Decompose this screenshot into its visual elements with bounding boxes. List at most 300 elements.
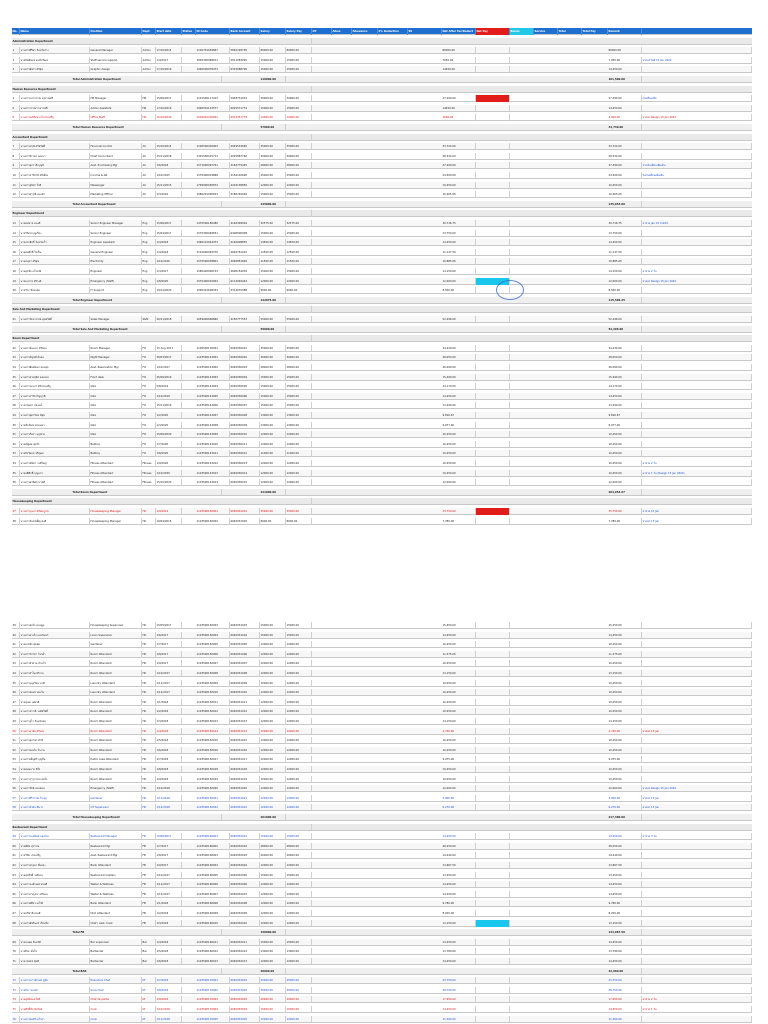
salary: 13000.00 [260, 948, 286, 955]
employee-name: นางสาวบัวผัน ดีมาก [20, 804, 90, 811]
row-number: 36 [12, 479, 20, 486]
salary-pay: 28000.00 [286, 162, 312, 169]
section-title: Room Department [12, 335, 312, 342]
table-row [12, 393, 752, 400]
employee-position: Engineer [90, 268, 142, 275]
total-net-pay: 204,954.67 [608, 489, 642, 496]
employee-position: Bar supervisor [90, 939, 142, 946]
table-row [12, 958, 752, 965]
net-after-deduction: 10,885.00 [442, 258, 476, 265]
total-pay: 43,750.00 [608, 977, 642, 984]
total-pay: 9,780.00 [608, 900, 642, 907]
column-header: Position [90, 28, 142, 35]
row-number: 46 [12, 689, 20, 696]
start-date: 15/04/2017 [156, 230, 182, 237]
table-row [12, 220, 752, 227]
employee-name: นางสาวนงลักษณ์ พรมดี [20, 881, 90, 888]
column-header: Total Pay [582, 28, 608, 35]
row-number: 6 [12, 114, 20, 121]
net-pay-cell [476, 881, 510, 888]
table-row [12, 872, 752, 879]
table-row [12, 910, 752, 917]
employee-name: นายวิรัตน์ บุญเรือง [20, 230, 90, 237]
row-number: 22 [12, 345, 20, 352]
total-pay: 27,290.00 [608, 95, 642, 102]
employee-department: AC [142, 191, 156, 198]
salary-pay: 28000.00 [286, 364, 312, 371]
id-code: 1103500143010 [196, 441, 230, 448]
id-code: 1103500143002 [196, 364, 230, 371]
salary-pay: 20000.00 [286, 996, 312, 1003]
column-header: Net Pay [476, 28, 510, 35]
bank-account: 6040932005 [230, 872, 260, 879]
id-code: 1103500150002 [196, 518, 230, 525]
id-code: 1990301609333 [196, 287, 230, 294]
net-pay-cell [476, 958, 510, 965]
salary-pay: 13000.00 [286, 948, 312, 955]
employee-department: FO [142, 412, 156, 419]
table-row [12, 766, 752, 773]
total-salary: 55000.00 [260, 326, 286, 333]
net-pay-cell [476, 431, 510, 438]
employee-position: Admin Assistant [90, 105, 142, 112]
employee-position: Fitness Attendant [90, 460, 142, 467]
total-pay: 24,500.00 [608, 172, 642, 179]
net-after-deduction: 8,200.00 [442, 910, 476, 917]
row-number: 73 [12, 987, 20, 994]
row-number: 40 [12, 632, 20, 639]
net-after-deduction: 34,430.00 [442, 345, 476, 352]
remark: ลาออก 15 Jan [642, 795, 752, 802]
net-pay-cell [476, 518, 510, 525]
table-row [12, 95, 752, 102]
employee-name: นายสมศักดิ์ ใจเย็น [20, 249, 90, 256]
bank-account: 6040930009 [230, 422, 260, 429]
employee-name: นายชัยวัฒน์ พรหมมา [20, 422, 90, 429]
bank-account: 6040932007 [230, 891, 260, 898]
salary-pay: 9000.00 [286, 287, 312, 294]
start-date: 1/9/2018 [156, 776, 182, 783]
net-pay-cell [476, 987, 510, 994]
remark: ลาออก Resign 15 Jan 2024 [642, 114, 752, 121]
total-pay: 14,150.00 [608, 268, 642, 275]
id-code: 1103500143006 [196, 402, 230, 409]
row-number: 20 [12, 287, 20, 294]
total-pay: 14,450.00 [608, 239, 642, 246]
id-code: 1103500170004 [196, 1006, 230, 1013]
employee-name: นางสาวอารีย์ ปัญญาดี [20, 393, 90, 400]
net-after-deduction: 10,450.00 [442, 641, 476, 648]
remark: ลาออก 15 Jan [642, 728, 752, 735]
start-date: 1/3/2018 [156, 718, 182, 725]
salary-pay: 32575.00 [286, 220, 312, 227]
employee-department: KT [142, 977, 156, 984]
bank-account: 6040931019 [230, 776, 260, 783]
start-date: 15/06/2020 [156, 431, 182, 438]
table-row [12, 622, 752, 629]
table-row [12, 920, 752, 927]
row-number: 26 [12, 383, 20, 390]
total-pay: 33,750.00 [608, 508, 642, 515]
salary: 15000.00 [260, 632, 286, 639]
salary-pay: 13000.00 [286, 412, 312, 419]
id-code: 1103500143009 [196, 431, 230, 438]
employee-position: Emergency (Staff) [90, 785, 142, 792]
net-after-deduction: 14,150.00 [442, 268, 476, 275]
table-row [12, 441, 752, 448]
employee-position: Laundry Attendant [90, 689, 142, 696]
id-code: 1799900056874 [196, 182, 230, 189]
employee-department: HR [142, 105, 156, 112]
net-after-deduction: 13,150.00 [442, 670, 476, 677]
salary: 12000.00 [260, 431, 286, 438]
salary: 15000.00 [260, 393, 286, 400]
net-after-deduction: 27,290.00 [442, 95, 476, 102]
start-date: 1/11/2018 [156, 795, 182, 802]
row-number: 14 [12, 230, 20, 237]
employee-name: นายปิยะ มั่นใจ [20, 948, 90, 955]
total-label: Total Room Department [72, 489, 222, 496]
salary: 15000.00 [260, 622, 286, 629]
table-row [12, 450, 752, 457]
net-after-deduction: 10,450.00 [442, 776, 476, 783]
row-number: 24 [12, 364, 20, 371]
employee-department: Eng [142, 268, 156, 275]
salary: 35000.00 [260, 508, 286, 515]
table-row [12, 182, 752, 189]
remark: ลาออก 15 Jan [642, 518, 752, 525]
row-number: 59 [12, 833, 20, 840]
table-row [12, 422, 752, 429]
department-total-row [12, 929, 752, 936]
table-row [12, 689, 752, 696]
employee-position: Executive Chef [90, 977, 142, 984]
salary: 11000.00 [260, 450, 286, 457]
total-pay: 26,090.00 [608, 364, 642, 371]
total-pay: 9,975.00 [608, 756, 642, 763]
row-number: 54 [12, 766, 20, 773]
row-number: 64 [12, 881, 20, 888]
bank-account: 6040932009 [230, 910, 260, 917]
employee-department: FB [142, 900, 156, 907]
table-row [12, 641, 752, 648]
start-date: 1/2/2018 [156, 910, 182, 917]
salary-pay: 12000.00 [286, 114, 312, 121]
salary: 12000.00 [260, 278, 286, 285]
employee-department: HK [142, 728, 156, 735]
employee-name: นางสาวรัตนาภรณ์ สุขสวัสดิ์ [20, 316, 90, 323]
bank-account: 6025571774 [230, 105, 260, 112]
bank-account: 6040931022 [230, 804, 260, 811]
net-pay-cell [476, 162, 510, 169]
start-date: 1/10/2015 [156, 172, 182, 179]
net-pay-cell [476, 728, 510, 735]
net-after-deduction: 6,270.00 [442, 804, 476, 811]
section-header-row [12, 306, 752, 313]
total-pay: 15,450.00 [608, 622, 642, 629]
row-number: 71 [12, 958, 20, 965]
start-date: 1/8/2017 [156, 852, 182, 859]
net-pay-cell [476, 374, 510, 381]
start-date: 1/12/2017 [156, 891, 182, 898]
salary-pay: 12000.00 [286, 785, 312, 792]
bank-account: 2011083095 [230, 57, 260, 64]
row-number: 12 [12, 191, 20, 198]
employee-position: Financial Control [90, 143, 142, 150]
employee-position: Cook [90, 1016, 142, 1023]
total-pay: 10,450.00 [608, 737, 642, 744]
table-row [12, 345, 752, 352]
salary: 12000.00 [260, 441, 286, 448]
table-row [12, 239, 752, 246]
remark [642, 641, 752, 648]
remark [642, 412, 752, 419]
row-number: 52 [12, 747, 20, 754]
net-after-deduction: 80000.00 [442, 47, 476, 54]
net-pay-cell [476, 795, 510, 802]
table-row [12, 278, 752, 285]
section-title: Housekeeping Department [12, 498, 312, 505]
salary-pay: 12000.00 [286, 182, 312, 189]
employee-department: AC [142, 153, 156, 160]
id-code: 1103500150010 [196, 689, 230, 696]
start-date: 1/9/2017 [156, 660, 182, 667]
bank-account: 4314075988 [230, 287, 260, 294]
employee-position: Chief Accountant [90, 153, 142, 160]
net-after-deduction: 10,450.00 [442, 689, 476, 696]
salary: 12000.00 [260, 737, 286, 744]
total-pay: 10,450.00 [608, 441, 642, 448]
net-pay-cell [476, 708, 510, 715]
net-pay-cell [476, 450, 510, 457]
net-after-deduction: 14,450.00 [442, 881, 476, 888]
row-number: 10 [12, 172, 20, 179]
row-number: 48 [12, 708, 20, 715]
id-code: 1103500143012 [196, 460, 230, 467]
bank-account: 5948731934 [230, 95, 260, 102]
employee-department: Eng [142, 278, 156, 285]
net-after-deduction: 13,290.00 [442, 402, 476, 409]
table-row [12, 843, 752, 850]
start-date: 1/1/2018 [156, 699, 182, 706]
row-number: 60 [12, 843, 20, 850]
salary-pay: 11500.00 [286, 258, 312, 265]
start-date: 1/3/2016 [156, 191, 182, 198]
start-date: 1/4/2018 [156, 728, 182, 735]
employee-position: Public Area Attendant [90, 756, 142, 763]
row-number: 42 [12, 651, 20, 658]
net-pay-cell [476, 843, 510, 850]
remark [642, 872, 752, 879]
remark: ลาป่วย 2 วัน [642, 268, 752, 275]
remark: ลาป่วย 1 วัน (Resign 15 Jan 2024) [642, 470, 752, 477]
employee-name: นางสาวดารุณี ทองคำ [20, 191, 90, 198]
net-after-deduction: 17,950.00 [442, 996, 476, 1003]
start-date: 1/10/2017 [156, 670, 182, 677]
bank-account: 6040930010 [230, 431, 260, 438]
employee-name: นายศักดิ์ชัย มีทรัพย์ [20, 1006, 90, 1013]
employee-position: Bellboy [90, 450, 142, 457]
employee-department: FB [142, 852, 156, 859]
net-after-deduction: 14,170.00 [442, 383, 476, 390]
total-pay: 10,450.00 [608, 450, 642, 457]
total-pay: 12,000.00 [608, 479, 642, 486]
net-pay-cell [476, 239, 510, 246]
row-number: 9 [12, 162, 20, 169]
total-label: Total Administration Department [72, 76, 222, 83]
remark: ลาป่วย 2 วัน [642, 996, 752, 1003]
table-row [12, 833, 752, 840]
employee-name: นายวรพจน์ สุขดี [20, 958, 90, 965]
employee-department: HK [142, 766, 156, 773]
bank-account: 6040930001 [230, 345, 260, 352]
employee-department: Eng [142, 230, 156, 237]
table-row [12, 747, 752, 754]
employee-department: HK [142, 737, 156, 744]
employee-name: นายอนุชา ศรีสุข [20, 258, 90, 265]
row-number: 18 [12, 268, 20, 275]
id-code: 1470500180480 [196, 220, 230, 227]
net-pay-cell [476, 143, 510, 150]
employee-department: AC [142, 182, 156, 189]
total-pay: 12,000.00 [608, 278, 642, 285]
net-pay-cell [476, 57, 510, 64]
id-code: 1103500150008 [196, 670, 230, 677]
bank-account: 6040931018 [230, 766, 260, 773]
employee-name: นางสาววิภาดา ใจกล้า [20, 651, 90, 658]
salary-pay: 12000.00 [286, 804, 312, 811]
remark: ลาออก Resign 15 Jan 2024 [642, 785, 752, 792]
net-after-deduction: 7,780.00 [442, 518, 476, 525]
net-pay-cell [476, 393, 510, 400]
employee-name: นางสาวกัลยา บุญช่วย [20, 431, 90, 438]
net-pay-cell [476, 114, 510, 121]
table-row [12, 1006, 752, 1013]
table-row [12, 728, 752, 735]
employee-name: นายสุเมธ เพชรดี [20, 699, 90, 706]
salary: 30000.00 [260, 354, 286, 361]
net-pay-cell [476, 804, 510, 811]
employee-name: นายสมชาย ทองดี [20, 220, 90, 227]
start-date: 1/1/2018 [156, 900, 182, 907]
total-pay: 14,150.00 [608, 718, 642, 725]
total-pay: 11,360.00 [608, 1016, 642, 1023]
bank-account: 6040932006 [230, 881, 260, 888]
start-date: 19/12/2020 [156, 287, 182, 294]
salary-pay: 12000.00 [286, 670, 312, 677]
id-code: 1103500150004 [196, 632, 230, 639]
salary-pay: 15000.00 [286, 872, 312, 879]
bank-account: 6040932010 [230, 920, 260, 927]
net-pay-cell [476, 920, 510, 927]
table-row [12, 1016, 752, 1023]
salary: 12000.00 [260, 699, 286, 706]
bank-account: 6040932013 [230, 958, 260, 965]
remark: ลาป่วย 1 วัน [642, 1006, 752, 1013]
total-pay: 11,147.50 [608, 249, 642, 256]
start-date: 15/06/2017 [156, 833, 182, 840]
net-pay-cell [476, 508, 510, 515]
total-net-pay: 143,087.50 [608, 929, 642, 936]
employee-position: Chef de partie [90, 996, 142, 1003]
row-number: 23 [12, 354, 20, 361]
net-after-deduction: 27,290.00 [442, 162, 476, 169]
bank-account: 6040931012 [230, 708, 260, 715]
employee-position: IT Support [90, 287, 142, 294]
bank-account: 4049533665 [230, 143, 260, 150]
employee-department: Bar [142, 958, 156, 965]
salary: 12000.00 [260, 891, 286, 898]
employee-name: นางสาวรุ่งนภา ศรีประเสริฐ [20, 383, 90, 390]
employee-position: GSA [90, 402, 142, 409]
start-date: 15/10/2020 [156, 479, 182, 486]
salary-pay: 15000.00 [286, 402, 312, 409]
employee-department: FB [142, 843, 156, 850]
id-code: 1103500170001 [196, 977, 230, 984]
id-code: 1103500150003 [196, 622, 230, 629]
row-number: 41 [12, 641, 20, 648]
department-total-row [12, 201, 752, 208]
employee-name: นายประสิทธิ์ จันทร์แก้ว [20, 239, 90, 246]
table-row [12, 249, 752, 256]
remark [642, 191, 752, 198]
start-date: 1/10/2018 [156, 785, 182, 792]
section-header-row [12, 498, 752, 505]
remark [642, 660, 752, 667]
start-date: 17/10/2014 [156, 47, 182, 54]
salary-pay: 12000.00 [286, 737, 312, 744]
start-date: 1/8/2018 [156, 766, 182, 773]
total-pay: 19,440.00 [608, 852, 642, 859]
employee-department: KT [142, 996, 156, 1003]
total-pay: 8,500.00 [608, 287, 642, 294]
net-after-deduction: 10,450.00 [442, 182, 476, 189]
start-date: 1/3/2018 [156, 920, 182, 927]
net-pay-cell [476, 220, 510, 227]
employee-position: Asst. Purchasing Mgr [90, 162, 142, 169]
salary-pay: 15000.00 [286, 833, 312, 840]
employee-name: นายณัฐพล สุขใจ [20, 441, 90, 448]
salary-pay: 15000.00 [286, 374, 312, 381]
net-pay-cell [476, 1006, 510, 1013]
id-code: 1580402000153 [196, 268, 230, 275]
employee-position: Asst. Reservation Mgr [90, 364, 142, 371]
net-pay-cell [476, 737, 510, 744]
id-code: 1103500160011 [196, 939, 230, 946]
net-after-deduction: 13,667.50 [442, 862, 476, 869]
row-number: 1 [12, 47, 20, 54]
employee-department: HK [142, 804, 156, 811]
total-pay: 10,450.00 [608, 708, 642, 715]
employee-department: FO [142, 374, 156, 381]
employee-position: Linen Supervisor [90, 632, 142, 639]
total-pay: 80000.00 [608, 47, 642, 54]
table-row [12, 632, 752, 639]
table-row [12, 354, 752, 361]
start-date: 30/03/2017 [156, 354, 182, 361]
remark [642, 441, 752, 448]
column-header: Status [182, 28, 196, 35]
table-row [12, 804, 752, 811]
salary-pay: 30000.00 [286, 354, 312, 361]
employee-name: นายสุรชัย แก้วมณี [20, 268, 90, 275]
id-code: 1103500150011 [196, 699, 230, 706]
row-number: 57 [12, 795, 20, 802]
remark [642, 680, 752, 687]
table-row [12, 258, 752, 265]
employee-name: นางสาวกาญจนา ศรีทอง [20, 891, 90, 898]
employee-name: นางสาวสุนิสา ใจดี [20, 182, 90, 189]
